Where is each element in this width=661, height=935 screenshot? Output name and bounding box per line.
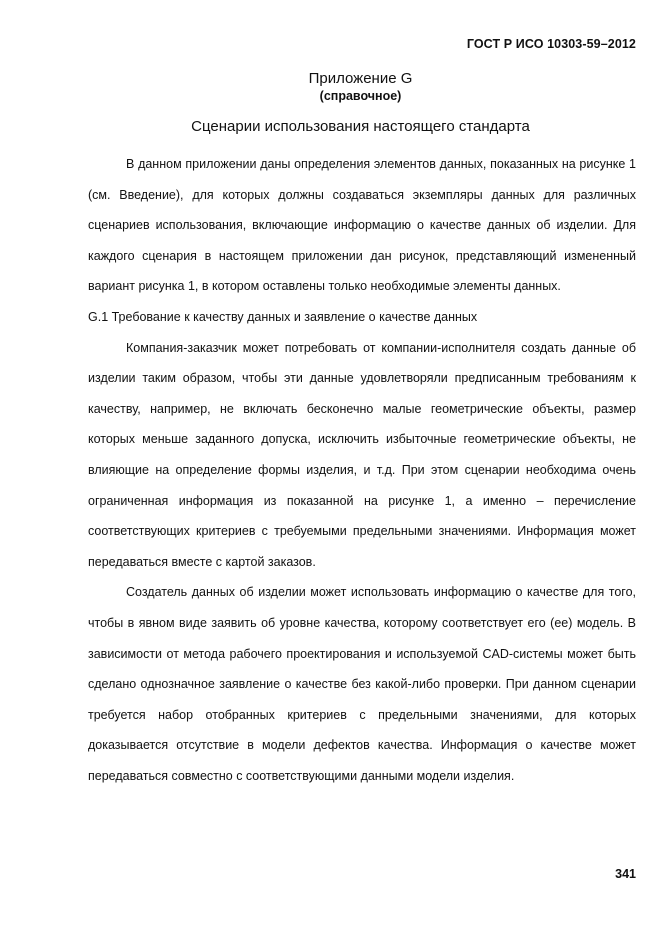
appendix-subtitle: (справочное) bbox=[319, 89, 402, 103]
body-text bbox=[88, 149, 636, 791]
paragraph-requirement: Компания-заказчик может потребовать от компании-исполнителя создать данные об изделии таким образом, чтобы эти данные удовлетворяли предписанным требованиям к качеству, например, не включать бесконечно малые геометрические объекты, размер которых меньше заданного допуска, исключить избыточные геометрические объекты, не влияющие на определение формы изделия, и т.д. При этом сценарии необходима очень ограниченная информация из показанной на рисунке 1, а именно – перечисление соответствующих критериев с требуемыми предельными значениями. Информация может передаваться вместе с картой заказов. bbox=[88, 340, 636, 569]
section-title: Сценарии использования настоящего стандарта bbox=[191, 118, 530, 135]
intro-paragraph: В данном приложении даны определения элементов данных, показанных на рисунке 1 (см. Введение), для которых должны создаваться экземпляры данных для различных сценариев использования, включающие информацию о качестве данных об изделии. Для каждого сценария в настоящем приложении дан рисунок, представляющий измененный вариант рисунка 1, в котором оставлены только необходимые элементы данных. bbox=[88, 157, 636, 294]
subsection-heading: G.1 Требование к качеству данных и заявление о качестве данных bbox=[88, 309, 478, 324]
page-number: 341 bbox=[615, 867, 636, 881]
standard-code: ГОСТ Р ИСО 10303-59–2012 bbox=[466, 37, 636, 51]
paragraph-declaration: Создатель данных об изделии может использовать информацию о качестве для того, чтобы в явном виде заявить об уровне качества, которому соответствует его (ее) модель. В зависимости от метода рабочего проектирования и используемой CAD-системы может быть сделано однозначное заявление о качестве без какой-либо проверки. При данном сценарии требуется набор отобранных критериев с предельными значениями, для которых доказывается отсутствие в модели дефектов качества. Информация о качестве может передаваться совместно с соответствующими данными модели изделия. bbox=[88, 585, 636, 783]
appendix-title: Приложение G bbox=[308, 70, 413, 87]
